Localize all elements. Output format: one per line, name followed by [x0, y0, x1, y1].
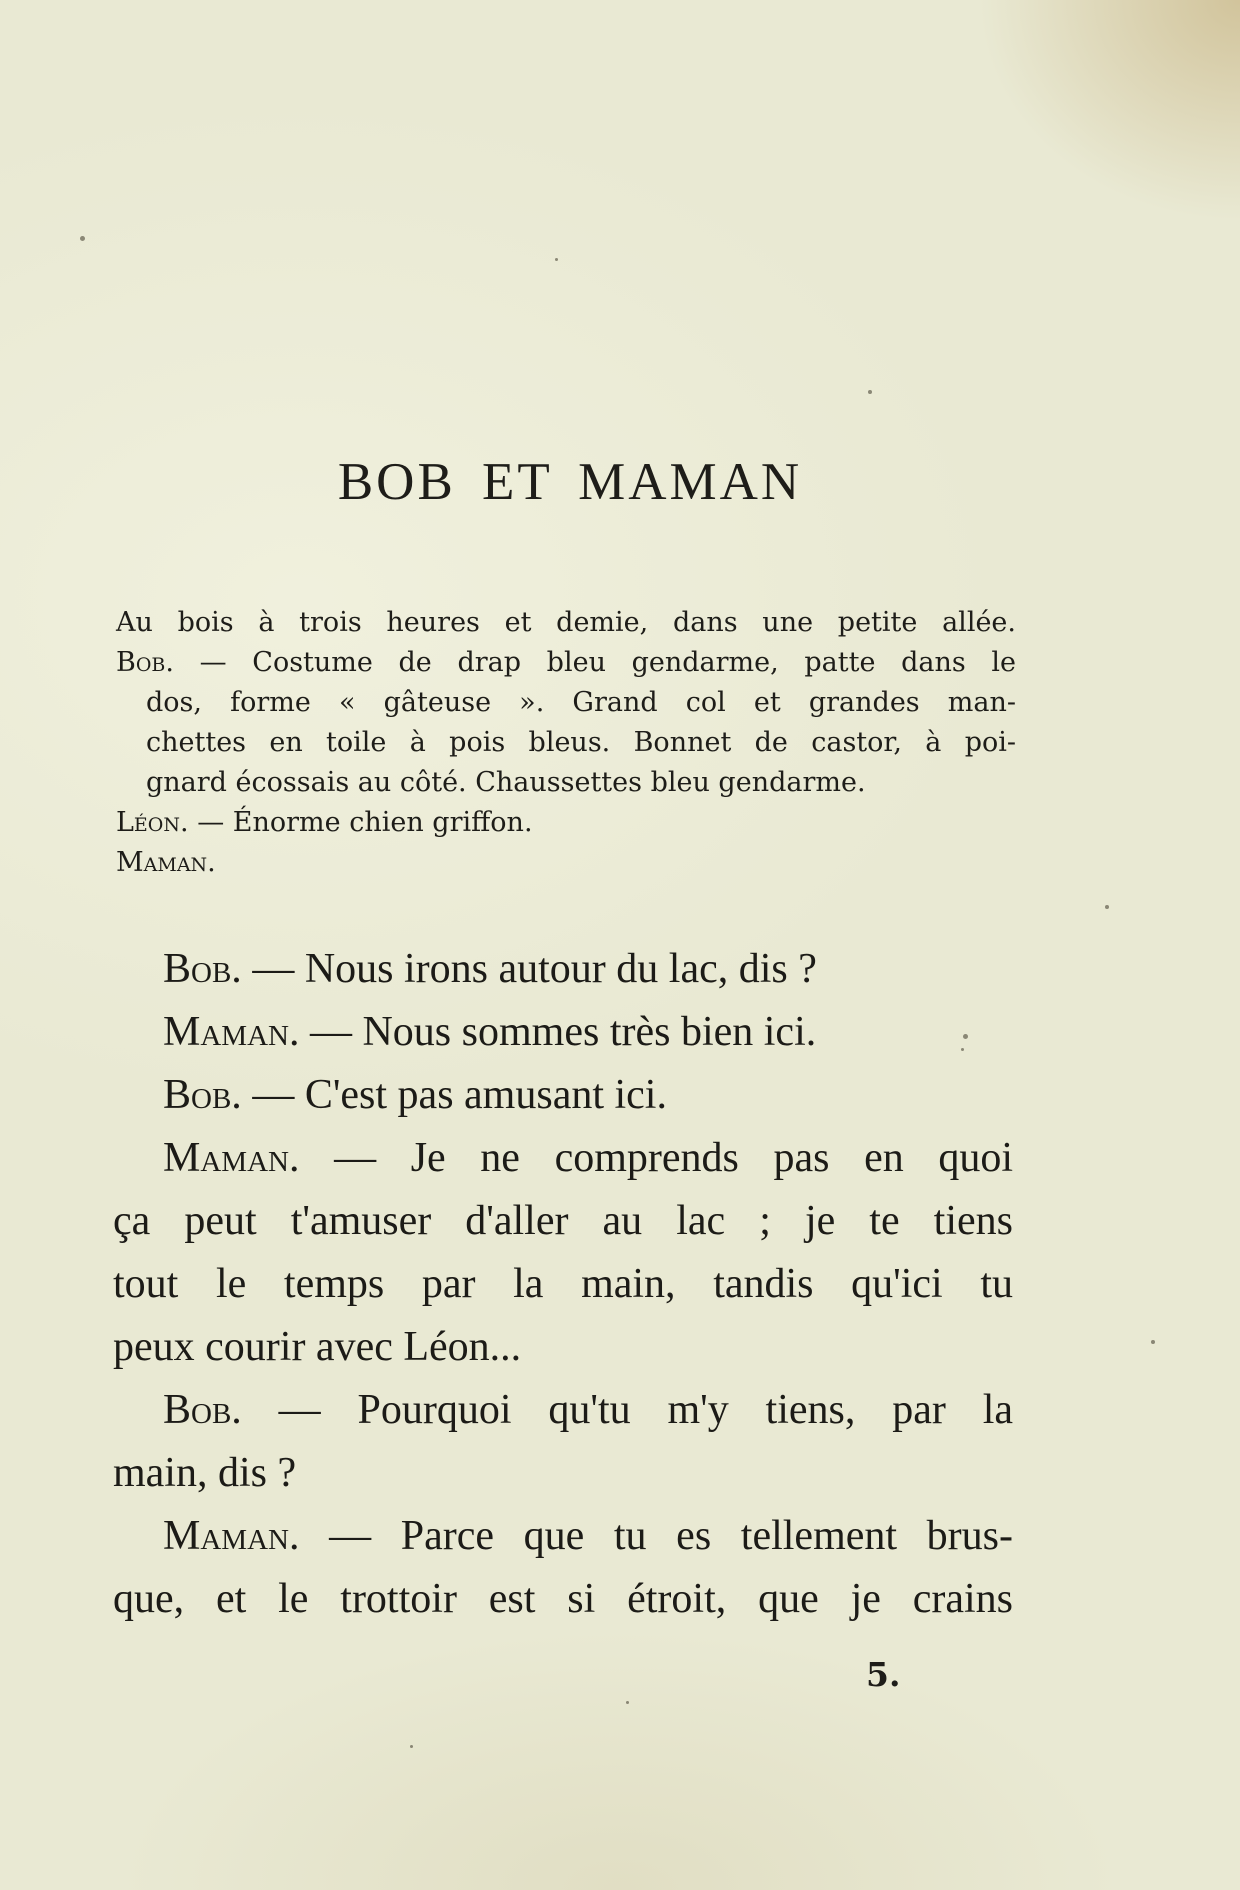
paper-speck — [626, 1701, 629, 1704]
speaker-name: Maman. — [163, 1009, 300, 1055]
dialogue-text: — Nous irons autour du lac, dis ? — [252, 946, 817, 992]
cast-bob-line — [116, 643, 1016, 683]
paper-speck — [963, 1034, 968, 1039]
cast-name-maman: Maman. — [116, 847, 216, 878]
dialogue-line — [113, 1064, 1013, 1127]
cast-bob-desc-2: dos, forme « gâteuse ». Grand col et grandes man- — [146, 687, 1016, 718]
speaker-name: Bob. — [163, 1387, 242, 1433]
paper-speck — [80, 236, 85, 241]
speaker-name: Bob. — [163, 1072, 242, 1118]
dialogue-text: — Parce que tu es tellement brus- — [329, 1513, 1013, 1559]
speaker-name: Maman. — [163, 1513, 300, 1559]
page-number: 5. — [866, 1655, 901, 1694]
speaker-name: Bob. — [163, 946, 242, 992]
dialogue-line: ça peut t'amuser d'aller au lac ; je te tiens — [113, 1198, 1013, 1244]
cast-name-bob: Bob. — [116, 647, 174, 678]
cast-leon-line — [116, 803, 1016, 843]
dialogue-line: peux courir avec Léon... — [113, 1324, 522, 1370]
dialogue-text: — C'est pas amusant ici. — [252, 1072, 667, 1118]
paper-speck — [410, 1745, 413, 1748]
stage-directions — [116, 603, 1016, 883]
cast-bob-desc-3: chettes en toile à pois bleus. Bonnet de castor, à poi- — [146, 727, 1016, 758]
paper-speck — [1105, 905, 1109, 909]
paper-speck — [555, 258, 558, 261]
dialogue-line: que, et le trottoir est si étroit, que je crains — [113, 1576, 1013, 1622]
setting-line: Au bois à trois heures et demie, dans une petite allée. — [116, 607, 1016, 638]
cast-leon-desc: — Énorme chien griffon. — [197, 807, 533, 838]
dialogue-text: — Nous sommes très bien ici. — [309, 1009, 817, 1055]
dialogue-text: — Je ne comprends pas en quoi — [334, 1135, 1013, 1181]
dialogue-line — [113, 938, 1013, 1001]
dialogue-line: main, dis ? — [113, 1450, 297, 1496]
paper-speck — [868, 390, 872, 394]
speaker-name: Maman. — [163, 1135, 300, 1181]
dialogue-line — [113, 1127, 1013, 1190]
cast-bob-desc-1: — Costume de drap bleu gendarme, patte dans le — [199, 647, 1016, 678]
dialogue-line — [113, 1505, 1013, 1568]
paper-speck — [1151, 1340, 1155, 1344]
chapter-title: BOB ET MAMAN — [337, 453, 803, 511]
cast-name-leon: Léon. — [116, 807, 189, 838]
dialogue — [113, 938, 1013, 1631]
cast-bob-desc-4: gnard écossais au côté. Chaussettes bleu gendarme. — [146, 767, 866, 798]
dialogue-line — [113, 1001, 1013, 1064]
dialogue-line: tout le temps par la main, tandis qu'ici tu — [113, 1261, 1013, 1307]
paper-speck — [961, 1048, 964, 1051]
dialogue-line — [113, 1379, 1013, 1442]
dialogue-text: — Pourquoi qu'tu m'y tiens, par la — [278, 1387, 1014, 1433]
cast-maman-line — [116, 843, 1016, 883]
